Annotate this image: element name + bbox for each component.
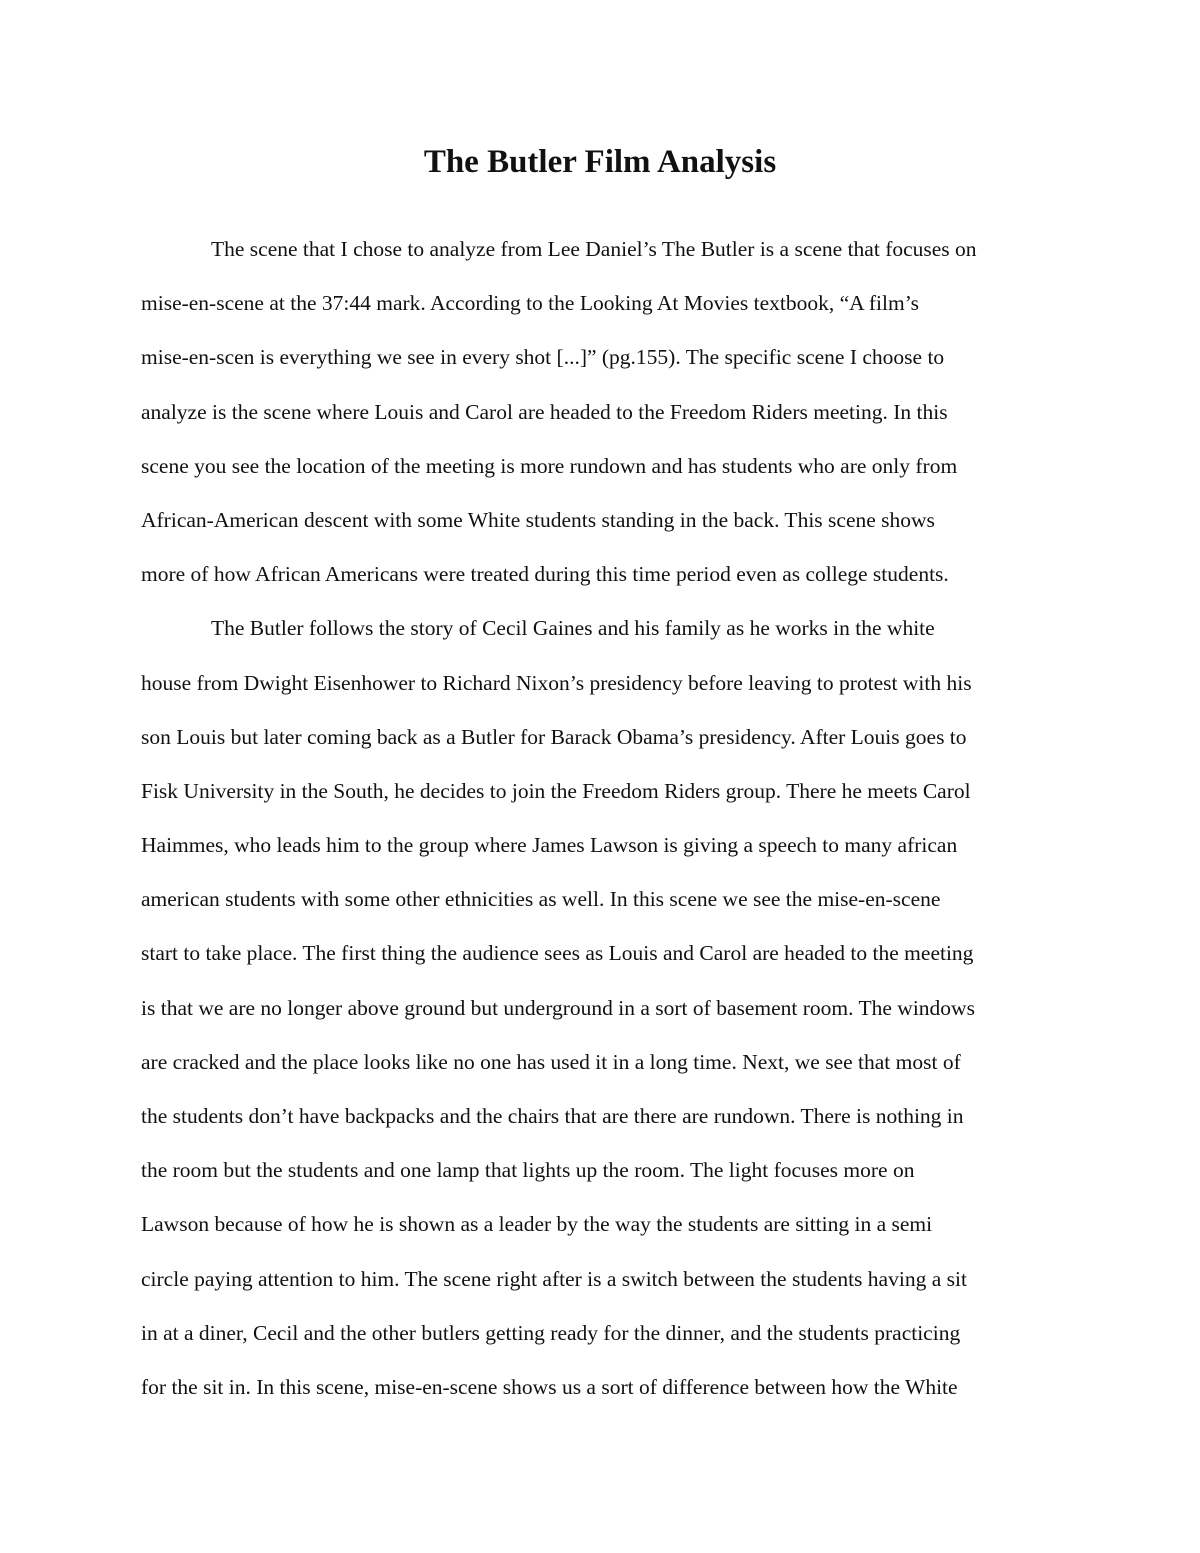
paragraph-1: [141, 222, 1061, 601]
text-line: house from Dwight Eisenhower to Richard Nixon’s presidency before leaving to protest with his: [141, 670, 972, 695]
text-line: African-American descent with some White students standing in the back. This scene shows: [141, 507, 935, 532]
text-line: scene you see the location of the meeting is more rundown and has students who are only from: [141, 453, 958, 478]
text-line: the students don’t have backpacks and the chairs that are there are rundown. There is nothing in: [141, 1104, 964, 1128]
text-line: circle paying attention to him. The scene right after is a switch between the students having a sit: [141, 1266, 967, 1291]
text-line: Fisk University in the South, he decides to join the Freedom Riders group. There he meets Carol: [141, 778, 971, 803]
text-line: The Butler follows the story of Cecil Gaines and his family as he works in the white: [211, 616, 935, 641]
text-line: analyze is the scene where Louis and Carol are headed to the Freedom Riders meeting. In this: [141, 399, 948, 424]
text-line: in at a diner, Cecil and the other butlers getting ready for the dinner, and the students practicing: [141, 1320, 961, 1345]
text-line: start to take place. The first thing the audience sees as Louis and Carol are headed to the meeting: [141, 941, 974, 966]
text-line: Haimmes, who leads him to the group where James Lawson is giving a speech to many african: [141, 833, 958, 858]
paragraph-2: [141, 601, 1061, 1414]
text-line: for the sit in. In this scene, mise-en-scene shows us a sort of difference between how the White: [141, 1374, 958, 1399]
text-line: The scene that I chose to analyze from Lee Daniel’s The Butler is a scene that focuses on: [211, 237, 977, 261]
text-line: the room but the students and one lamp that lights up the room. The light focuses more on: [141, 1158, 915, 1183]
document-body: [141, 222, 1061, 1414]
text-line: son Louis but later coming back as a Butler for Barack Obama’s presidency. After Louis goes to: [141, 724, 967, 749]
text-line: mise-en-scen is everything we see in every shot [...]” (pg.155). The specific scene I choose to: [141, 345, 945, 370]
text-line: more of how African Americans were treated during this time period even as college students.: [141, 562, 949, 587]
document-title: The Butler Film Analysis: [423, 144, 777, 180]
text-line: american students with some other ethnicities as well. In this scene we see the mise-en-scene: [141, 887, 941, 912]
text-line: are cracked and the place looks like no one has used it in a long time. Next, we see that most of: [141, 1049, 961, 1074]
text-line: is that we are no longer above ground but underground in a sort of basement room. The windows: [141, 995, 975, 1020]
text-line: mise-en-scene at the 37:44 mark. According to the Looking At Movies textbook, “A film’s: [141, 291, 920, 316]
text-line: Lawson because of how he is shown as a leader by the way the students are sitting in a semi: [141, 1212, 933, 1237]
